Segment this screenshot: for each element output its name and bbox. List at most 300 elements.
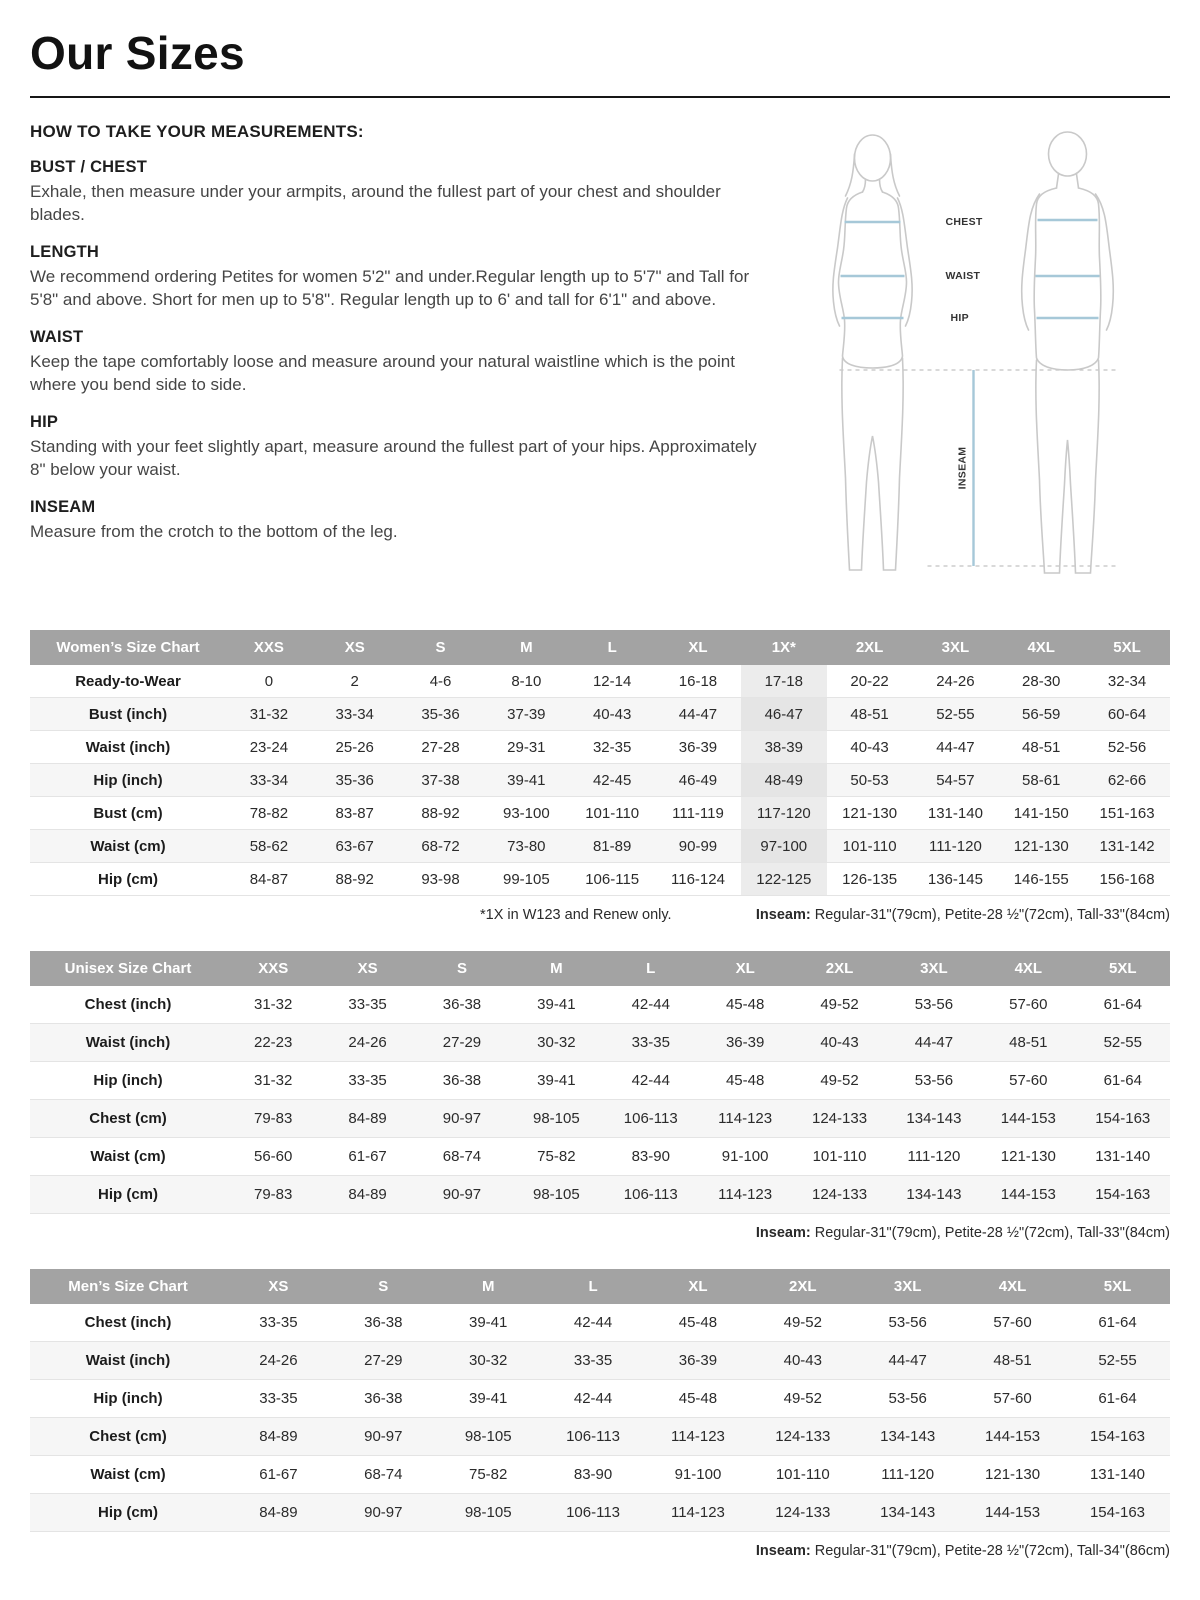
size-value-cell: 136-145 [927, 870, 983, 888]
size-value-cell: 57-60 [1009, 996, 1048, 1013]
size-value-cell: 24-26 [348, 1034, 387, 1051]
size-value-cell: 44-47 [678, 705, 718, 723]
section-body: Standing with your feet slightly apart, measure around the fullest part of your hips. Approximately 8" below your waist. [30, 436, 757, 479]
row-label: Bust (cm) [93, 804, 163, 822]
size-value-cell: 134-143 [906, 1110, 962, 1127]
size-column-header: XS [226, 1269, 331, 1304]
womens-table-footnotes [30, 907, 1170, 923]
size-value-cell: 45-48 [725, 996, 765, 1013]
size-value-cell: 124-133 [812, 1110, 868, 1127]
size-value-cell: 111-119 [672, 804, 724, 822]
section-title: BUST / CHEST [30, 158, 147, 176]
size-value-cell: 98-105 [533, 1110, 580, 1127]
hip-label: HIP [950, 312, 969, 324]
size-value-cell: 116-124 [671, 870, 725, 888]
measurement-row [30, 986, 1170, 1024]
size-value-cell: 75-82 [537, 1148, 576, 1165]
row-label: Waist (cm) [90, 1148, 166, 1165]
row-label: Chest (inch) [84, 1314, 172, 1331]
male-figure-icon [1022, 132, 1114, 573]
size-value-cell: 56-60 [254, 1148, 293, 1165]
row-label: Chest (inch) [84, 996, 172, 1013]
female-figure-icon [833, 135, 912, 570]
size-value-cell: 61-64 [1098, 1390, 1137, 1407]
size-value-cell: 93-100 [502, 804, 550, 822]
size-column-header: 2XL [792, 951, 886, 986]
size-value-cell: 27-29 [364, 1352, 403, 1369]
size-value-cell: 33-34 [249, 771, 289, 789]
measurement-instructions [30, 122, 765, 543]
size-value-cell: 144-153 [1000, 1110, 1056, 1127]
size-value-cell: 154-163 [1089, 1504, 1146, 1521]
size-value-cell: 36-38 [442, 1072, 482, 1089]
size-value-cell: 49-52 [820, 996, 859, 1013]
size-value-cell: 79-83 [254, 1110, 293, 1127]
size-value-cell: 99-105 [502, 870, 550, 888]
size-value-cell: 90-97 [364, 1504, 403, 1521]
size-value-cell: 124-133 [775, 1504, 831, 1521]
measurement-row [30, 863, 1170, 896]
size-value-cell: 90-97 [364, 1428, 403, 1445]
size-value-cell: 61-67 [259, 1466, 298, 1483]
size-value-cell: 68-74 [442, 1148, 482, 1165]
size-value-cell: 88-92 [335, 870, 374, 888]
size-value-cell: 24-26 [936, 672, 975, 690]
size-value-cell: 97-100 [741, 830, 827, 863]
size-value-cell: 30-32 [537, 1034, 576, 1051]
measurement-row [30, 1456, 1170, 1494]
size-value-cell: 111-120 [881, 1466, 935, 1483]
size-column-header: M [483, 630, 569, 665]
row-label: Chest (cm) [89, 1110, 167, 1127]
size-value-cell: 68-72 [421, 837, 460, 855]
size-value-cell: 122-125 [741, 863, 827, 896]
row-label: Waist (inch) [85, 1034, 171, 1051]
size-value-cell: 36-39 [678, 738, 718, 756]
table-title: Unisex Size Chart [30, 951, 226, 986]
size-value-cell: 44-47 [936, 738, 975, 756]
instructions-heading: HOW TO TAKE YOUR MEASUREMENTS: [30, 122, 364, 141]
measurement-row [30, 698, 1170, 731]
size-value-cell: 29-31 [507, 738, 546, 756]
inseam-note-text: Regular-31"(79cm), Petite-28 ½"(72cm), Tall-33"(84cm) [810, 907, 1170, 923]
one-x-footnote: *1X in W123 and Renew only. [480, 907, 672, 923]
size-column-header: M [509, 951, 603, 986]
size-column-header: L [569, 630, 655, 665]
size-value-cell: 23-24 [249, 738, 289, 756]
size-value-cell: 38-39 [741, 731, 827, 764]
size-value-cell: 83-87 [335, 804, 374, 822]
row-label: Hip (cm) [98, 1186, 158, 1203]
section-title: LENGTH [30, 242, 100, 261]
size-value-cell: 40-43 [820, 1034, 859, 1051]
size-value-cell: 54-57 [936, 771, 975, 789]
size-value-cell: 49-52 [783, 1314, 822, 1331]
size-value-cell: 101-110 [775, 1466, 830, 1483]
measurement-row [30, 797, 1170, 830]
measurement-row [30, 1062, 1170, 1100]
size-value-cell: 30-32 [469, 1352, 508, 1369]
size-value-cell: 53-56 [914, 1072, 954, 1089]
size-column-header: XXS [226, 630, 312, 665]
size-value-cell: 53-56 [888, 1314, 927, 1331]
mens-inseam-note [756, 1543, 1170, 1559]
size-value-cell: 45-48 [725, 1072, 765, 1089]
size-value-cell: 156-168 [1099, 870, 1155, 888]
size-column-header: 3XL [913, 630, 999, 665]
row-label: Hip (cm) [98, 1504, 158, 1521]
section-title: INSEAM [30, 497, 96, 516]
unisex-size-chart-table [30, 951, 1170, 1214]
size-value-cell: 154-163 [1095, 1110, 1151, 1127]
size-value-cell: 53-56 [888, 1390, 927, 1407]
size-value-cell: 57-60 [993, 1390, 1032, 1407]
size-value-cell: 78-82 [249, 804, 289, 822]
size-column-header: 2XL [750, 1269, 855, 1304]
size-value-cell: 48-51 [1022, 738, 1061, 756]
size-value-cell: 146-155 [1013, 870, 1069, 888]
size-value-cell: 22-23 [254, 1034, 293, 1051]
size-value-cell: 31-32 [254, 1072, 293, 1089]
size-value-cell: 60-64 [1107, 705, 1147, 723]
size-value-cell: 124-133 [775, 1428, 831, 1445]
size-value-cell: 40-43 [850, 738, 889, 756]
size-value-cell: 35-36 [421, 705, 460, 723]
size-value-cell: 144-153 [985, 1428, 1041, 1445]
size-column-header: L [541, 1269, 646, 1304]
size-value-cell: 35-36 [335, 771, 374, 789]
size-column-header: XS [320, 951, 414, 986]
size-value-cell: 12-14 [592, 672, 632, 690]
measurement-row [30, 1380, 1170, 1418]
row-label: Chest (cm) [89, 1428, 167, 1445]
size-value-cell: 154-163 [1095, 1186, 1151, 1203]
size-value-cell: 4-6 [429, 672, 452, 690]
size-value-cell: 42-44 [631, 1072, 670, 1089]
size-value-cell: 48-51 [1009, 1034, 1048, 1051]
inseam-note-label: Inseam: [755, 1225, 811, 1241]
size-value-cell: 84-89 [348, 1110, 387, 1127]
size-value-cell: 40-43 [592, 705, 632, 723]
size-value-cell: 58-61 [1022, 771, 1061, 789]
size-column-header: 5XL [1076, 951, 1170, 986]
size-value-cell: 32-34 [1107, 672, 1147, 690]
size-value-cell: 84-87 [249, 870, 289, 888]
size-value-cell: 45-48 [678, 1390, 718, 1407]
size-value-cell: 144-153 [1000, 1186, 1056, 1203]
size-value-cell: 101-110 [585, 804, 640, 822]
size-value-cell: 101-110 [842, 837, 897, 855]
size-value-cell: 33-35 [348, 1072, 387, 1089]
size-value-cell: 33-35 [631, 1034, 670, 1051]
title-divider [30, 96, 1170, 98]
size-value-cell: 131-140 [1095, 1148, 1151, 1165]
size-value-cell: 28-30 [1022, 672, 1061, 690]
size-value-cell: 91-100 [721, 1148, 769, 1165]
size-value-cell: 39-41 [537, 1072, 576, 1089]
measurement-guide-section [30, 122, 1170, 602]
size-value-cell: 44-47 [914, 1034, 954, 1051]
inseam-note-label: Inseam: [755, 1543, 811, 1559]
section-body: Measure from the crotch to the bottom of the leg. [30, 521, 398, 541]
row-label: Waist (cm) [90, 837, 166, 855]
size-value-cell: 42-45 [592, 771, 632, 789]
size-value-cell: 8-10 [511, 672, 542, 690]
size-value-cell: 79-83 [254, 1186, 293, 1203]
size-column-header: S [415, 951, 509, 986]
size-value-cell: 42-44 [573, 1314, 613, 1331]
size-value-cell: 121-130 [842, 804, 898, 822]
size-value-cell: 36-39 [725, 1034, 765, 1051]
size-value-cell: 91-100 [674, 1466, 722, 1483]
size-value-cell: 141-150 [1013, 804, 1069, 822]
row-label: Hip (cm) [98, 870, 158, 888]
size-value-cell: 114-123 [670, 1504, 725, 1521]
size-value-cell: 0 [264, 672, 274, 690]
section-body: We recommend ordering Petites for women 5'2" and under.Regular length up to 5'7" and Tall for 5'8" and above. Short for men up to 5'8". Regular length up to 6' and tall for 6'1" and above. [30, 266, 750, 309]
size-value-cell: 2 [350, 672, 359, 690]
size-value-cell: 131-140 [1089, 1466, 1146, 1483]
mens-size-chart-table [30, 1269, 1170, 1532]
womens-inseam-note [756, 907, 1170, 923]
size-value-cell: 144-153 [985, 1504, 1041, 1521]
size-value-cell: 31-32 [254, 996, 293, 1013]
size-value-cell: 57-60 [993, 1314, 1032, 1331]
size-value-cell: 39-41 [507, 771, 546, 789]
size-value-cell: 75-82 [469, 1466, 508, 1483]
size-value-cell: 98-105 [464, 1428, 512, 1445]
row-label: Hip (inch) [93, 1072, 163, 1089]
size-value-cell: 114-123 [670, 1428, 725, 1445]
size-value-cell: 48-49 [741, 764, 827, 797]
inseam-note-text: Regular-31"(79cm), Petite-28 ½"(72cm), Tall-34"(86cm) [810, 1543, 1170, 1559]
size-value-cell: 49-52 [783, 1390, 822, 1407]
size-value-cell: 131-140 [927, 804, 983, 822]
section-title: HIP [30, 412, 59, 431]
size-value-cell: 121-130 [985, 1466, 1041, 1483]
size-value-cell: 44-47 [888, 1352, 927, 1369]
size-column-header: XL [698, 951, 792, 986]
measurement-row [30, 1304, 1170, 1342]
size-value-cell: 36-39 [678, 1352, 718, 1369]
unisex-table-footnotes [30, 1225, 1170, 1241]
size-value-cell: 50-53 [850, 771, 889, 789]
size-value-cell: 61-67 [348, 1148, 387, 1165]
size-value-cell: 131-142 [1099, 837, 1155, 855]
waist-label: WAIST [945, 270, 981, 282]
size-value-cell: 151-163 [1099, 804, 1155, 822]
page-title: Our Sizes [30, 27, 245, 79]
section-body: Exhale, then measure under your armpits, around the fullest part of your chest and shoulder blades. [30, 182, 721, 224]
size-value-cell: 46-47 [741, 698, 827, 731]
size-value-cell: 58-62 [249, 837, 289, 855]
row-label: Waist (inch) [85, 738, 171, 756]
measurement-row [30, 731, 1170, 764]
size-value-cell: 49-52 [820, 1072, 859, 1089]
size-value-cell: 36-38 [442, 996, 482, 1013]
size-value-cell: 134-143 [880, 1428, 936, 1445]
size-value-cell: 62-66 [1107, 771, 1147, 789]
size-value-cell: 61-64 [1098, 1314, 1137, 1331]
size-value-cell: 101-110 [812, 1148, 867, 1165]
measurement-row [30, 830, 1170, 863]
size-value-cell: 36-38 [364, 1390, 403, 1407]
size-column-header: 3XL [855, 1269, 960, 1304]
size-value-cell: 33-35 [259, 1314, 298, 1331]
instruction-section-hip [30, 413, 765, 482]
size-value-cell: 68-74 [364, 1466, 403, 1483]
table-title: Men’s Size Chart [30, 1269, 226, 1304]
table-header-row [30, 630, 1170, 665]
size-column-header: 1X* [741, 630, 827, 665]
size-value-cell: 98-105 [533, 1186, 580, 1203]
inseam-label: INSEAM [956, 446, 969, 490]
instruction-section-bust-chest [30, 158, 765, 227]
size-value-cell: 114-123 [718, 1110, 773, 1127]
size-value-cell: 31-32 [249, 705, 289, 723]
size-value-cell: 39-41 [537, 996, 576, 1013]
size-value-cell: 134-143 [880, 1504, 936, 1521]
size-value-cell: 17-18 [741, 665, 827, 698]
size-value-cell: 16-18 [678, 672, 718, 690]
size-value-cell: 20-22 [850, 672, 889, 690]
size-value-cell: 61-64 [1103, 996, 1142, 1013]
instruction-section-length [30, 243, 765, 312]
row-label: Hip (inch) [93, 771, 163, 789]
measurement-row [30, 1418, 1170, 1456]
measurement-row [30, 1024, 1170, 1062]
size-column-header: XL [646, 1269, 751, 1304]
size-value-cell: 83-90 [631, 1148, 670, 1165]
size-value-cell: 46-49 [678, 771, 718, 789]
unisex-inseam-note [756, 1225, 1170, 1241]
size-value-cell: 45-48 [678, 1314, 718, 1331]
table-title: Women’s Size Chart [30, 630, 226, 665]
measurement-row [30, 1342, 1170, 1380]
size-value-cell: 37-39 [507, 705, 546, 723]
measurement-row [30, 1138, 1170, 1176]
size-value-cell: 57-60 [1009, 1072, 1048, 1089]
size-column-header: M [436, 1269, 541, 1304]
size-value-cell: 90-97 [442, 1110, 482, 1127]
size-value-cell: 111-120 [928, 837, 982, 855]
size-value-cell: 52-55 [1098, 1352, 1137, 1369]
size-value-cell: 61-64 [1103, 1072, 1142, 1089]
size-value-cell: 117-120 [741, 797, 827, 830]
size-value-cell: 24-26 [259, 1352, 298, 1369]
section-title: WAIST [30, 327, 84, 346]
size-value-cell: 40-43 [783, 1352, 822, 1369]
size-value-cell: 93-98 [421, 870, 460, 888]
size-value-cell: 33-35 [348, 996, 387, 1013]
size-value-cell: 48-51 [993, 1352, 1032, 1369]
size-value-cell: 52-55 [1103, 1034, 1142, 1051]
size-value-cell: 36-38 [364, 1314, 403, 1331]
size-value-cell: 33-35 [259, 1390, 298, 1407]
size-value-cell: 106-113 [623, 1186, 678, 1203]
size-column-header: XL [655, 630, 741, 665]
size-value-cell: 106-115 [585, 870, 640, 888]
instruction-section-inseam [30, 498, 765, 544]
size-value-cell: 88-92 [421, 804, 460, 822]
size-value-cell: 37-38 [421, 771, 460, 789]
size-value-cell: 124-133 [812, 1186, 868, 1203]
row-label: Ready-to-Wear [75, 672, 181, 690]
size-value-cell: 84-89 [259, 1428, 298, 1445]
size-value-cell: 111-120 [907, 1148, 961, 1165]
size-column-header: 5XL [1084, 630, 1170, 665]
size-value-cell: 106-113 [623, 1110, 678, 1127]
size-value-cell: 27-29 [442, 1034, 482, 1051]
row-label: Bust (inch) [88, 705, 168, 723]
size-value-cell: 90-99 [678, 837, 718, 855]
size-column-header: XS [312, 630, 398, 665]
size-value-cell: 73-80 [507, 837, 546, 855]
size-column-header: S [398, 630, 484, 665]
size-column-header: 4XL [960, 1269, 1065, 1304]
row-label: Waist (cm) [90, 1466, 166, 1483]
size-value-cell: 126-135 [842, 870, 898, 888]
size-value-cell: 106-113 [566, 1428, 621, 1445]
instruction-section-waist [30, 328, 765, 397]
size-value-cell: 52-56 [1107, 738, 1147, 756]
size-value-cell: 32-35 [592, 738, 632, 756]
inseam-note-text: Regular-31"(79cm), Petite-28 ½"(72cm), Tall-33"(84cm) [810, 1225, 1170, 1241]
size-value-cell: 33-35 [573, 1352, 613, 1369]
size-column-header: 4XL [981, 951, 1075, 986]
size-column-header: 3XL [887, 951, 981, 986]
size-value-cell: 42-44 [573, 1390, 613, 1407]
measurement-row [30, 1100, 1170, 1138]
size-column-header: S [331, 1269, 436, 1304]
mens-table-footnotes [30, 1543, 1170, 1559]
size-value-cell: 134-143 [906, 1186, 962, 1203]
size-value-cell: 114-123 [718, 1186, 773, 1203]
size-value-cell: 39-41 [469, 1390, 508, 1407]
table-header-row [30, 951, 1170, 986]
body-figures-illustration [775, 118, 1180, 596]
size-value-cell: 84-89 [259, 1504, 298, 1521]
size-value-cell: 56-59 [1022, 705, 1061, 723]
size-value-cell: 90-97 [442, 1186, 482, 1203]
measurement-row [30, 764, 1170, 797]
size-column-header: 5XL [1065, 1269, 1170, 1304]
size-column-header: 2XL [827, 630, 913, 665]
size-value-cell: 83-90 [573, 1466, 613, 1483]
inseam-note-label: Inseam: [755, 907, 811, 923]
measurement-row [30, 1176, 1170, 1214]
size-value-cell: 48-51 [850, 705, 889, 723]
size-value-cell: 98-105 [464, 1504, 512, 1521]
womens-size-chart-table [30, 630, 1170, 896]
size-value-cell: 52-55 [936, 705, 975, 723]
size-column-header: L [604, 951, 698, 986]
measurement-row [30, 1494, 1170, 1532]
size-column-header: 4XL [998, 630, 1084, 665]
size-value-cell: 33-34 [335, 705, 374, 723]
size-value-cell: 84-89 [348, 1186, 387, 1203]
measurement-diagram [775, 118, 1180, 596]
chest-label: CHEST [945, 216, 983, 228]
size-value-cell: 39-41 [469, 1314, 508, 1331]
size-value-cell: 27-28 [421, 738, 460, 756]
size-column-header: XXS [226, 951, 320, 986]
size-value-cell: 53-56 [914, 996, 954, 1013]
row-label: Waist (inch) [85, 1352, 171, 1369]
size-value-cell: 154-163 [1089, 1428, 1146, 1445]
size-value-cell: 42-44 [631, 996, 670, 1013]
measurement-row [30, 665, 1170, 698]
